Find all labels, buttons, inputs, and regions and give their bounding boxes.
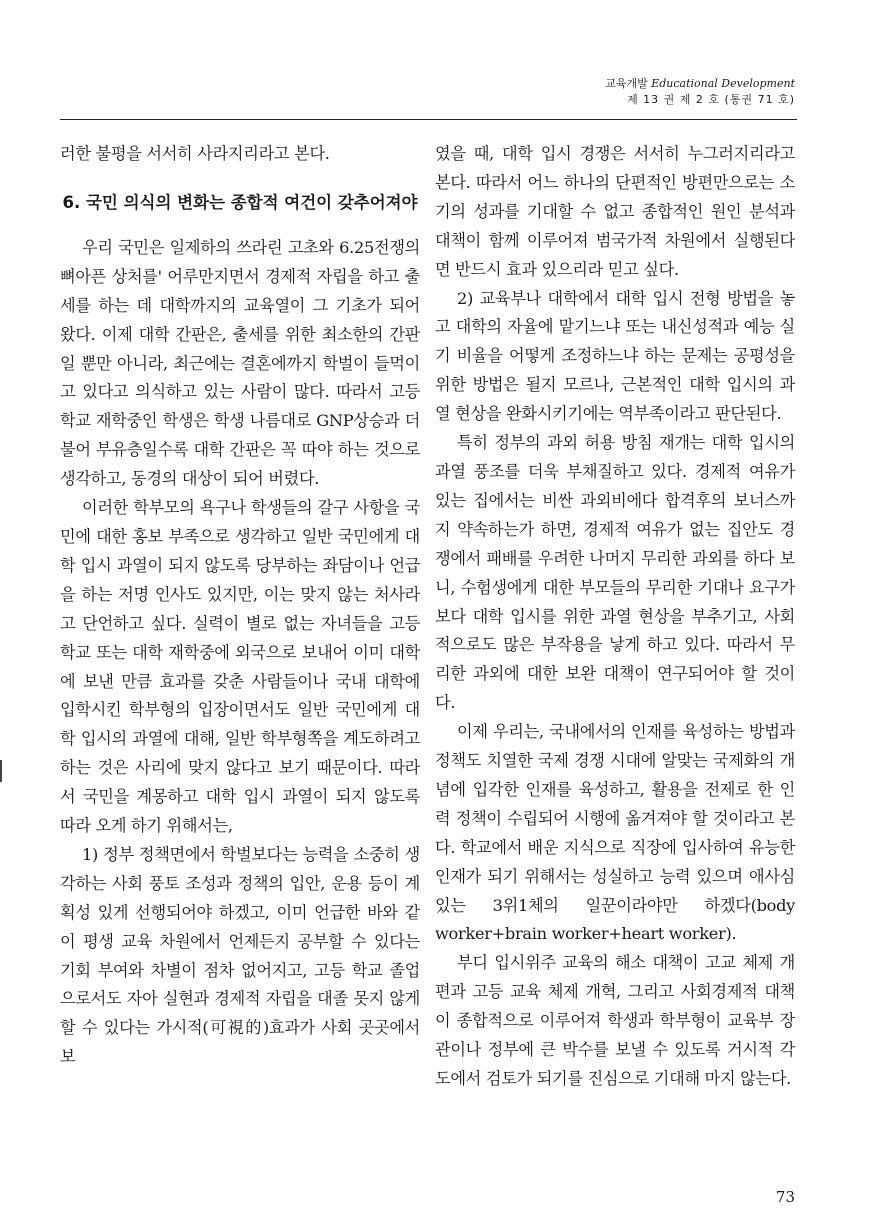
paragraph: 이러한 학부모의 욕구나 학생들의 갈구 사항을 국민에 대한 홍보 부족으로 생각하고 일반 국민에게 대학 입시 과열이 되지 않도록 당부하는 좌담이나 언급을 하는 저명 인사도 있지만, 이는 맞지 않는 처사라고 단언하고 싶다. 실력이 별로 없는 자녀들을 고등학교 또는 대학 재학중에 외국으로 보내어 이미 대학에 보낸 만큼 효과를 갖춘 사람들이나 국내 대학에 입학시킨 학부형의 입장이면서도 일반 국민에게 대학 입시의 과열에 대해, 일반 학부형쪽을 계도하려고 하는 것은 사리에 맞지 않다고 보기 때문이다. 따라서 국민을 계몽하고 대학 입시 과열이 되지 않도록 따라 오게 하기 위해서는, [60,498,420,836]
running-header [455,76,795,108]
left-column [60,140,420,1072]
right-column [435,140,795,1094]
paragraph-continued: 러한 불평을 서서히 사라지리라고 본다. [60,144,330,163]
journal-title [455,76,795,92]
paragraph: 특히 정부의 과외 허용 방침 재개는 대학 입시의 과열 풍조를 더욱 부채질하고 있다. 경제적 여유가 있는 집에서는 비싼 과외비에다 합격후의 보너스까지 약속하는가 하면, 경제적 여유가 없는 집안도 경쟁에서 패배를 우려한 나머지 무리한 과외를 하다 보니, 수험생에게 대한 부모들의 무리한 기대나 요구가 보다 대학 입시를 위한 과열 현상을 부추기고, 사회적으로도 많은 부작용을 낳게 하고 있다. 따라서 무리한 과외에 대한 보완 대책이 연구되어야 할 것이다. [435,433,795,713]
paragraph: 2) 교육부나 대학에서 대학 입시 전형 방법을 놓고 대학의 자율에 맡기느냐 또는 내신성적과 예능 실기 비율을 어떻게 조정하느냐 하는 문제는 공평성을 위한 방법은 될지 모르나, 근본적인 대학 입시의 과열 현상을 완화시키기에는 역부족이라고 판단된다. [435,288,795,424]
volume-info: 제 13 권 제 2 호 (통권 71 호) [627,93,795,106]
journal-title-english: Educational Development [651,77,795,90]
paragraph: 1) 정부 정책면에서 학벌보다는 능력을 소중히 생각하는 사회 풍토 조성과 정책의 입안, 운용 등이 계획성 있게 선행되어야 하겠고, 이미 언급한 바와 같이 평생 교육 차원에서 언제든지 공부할 수 있다는 기회 부여와 차별이 점차 없어지고, 고등 학교 졸업으로서도 자아 실현과 경제적 자립을 대졸 못지 않게 할 수 있다는 가시적(可視的)효과가 사회 곳곳에서 보 [60,844,420,1067]
paragraph: 이제 우리는, 국내에서의 인재를 육성하는 방법과 정책도 치열한 국제 경쟁 시대에 알맞는 국제화의 개념에 입각한 인재를 육성하고, 활용을 전제로 한 인력 정책이 수립되어 시행에 옮겨져야 할 것이라고 본다. 학교에서 배운 지식으로 직장에 입사하여 유능한 인재가 되기 위해서는 성실하고 능력 있으며 애사심있는 3위1체의 일꾼이라야만 하겠다(body worker+brain worker+heart worker). [435,722,795,944]
header-rule [60,119,797,120]
page-number: 73 [775,1188,795,1206]
journal-title-korean: 교육개발 [605,77,648,90]
margin-mark [0,760,2,782]
section-heading: 6. 국민 의식의 변화는 종합적 여건이 갖추어져야 [62,192,418,212]
paragraph: 우리 국민은 일제하의 쓰라린 고초와 6.25전쟁의 뼈아픈 상처를' 어루만지면서 경제적 자립을 하고 출세를 하는 데 대학까지의 교육열이 그 기초가 되어 왔다. 이제 대학 간판은, 출세를 위한 최소한의 간판일 뿐만 아니라, 최근에는 결혼에까지 학벌이 들먹이고 있다고 의식하고 있는 사람이 많다. 따라서 고등학교 재학중인 학생은 학생 나름대로 GNP상승과 더불어 부유층일수록 대학 간판은 꼭 따야 하는 것으로 생각하고, 동경의 대상이 되어 버렸다. [60,237,420,489]
paragraph-continued: 였을 때, 대학 입시 경쟁은 서서히 누그러지리라고 본다. 따라서 어느 하나의 단편적인 방편만으로는 소기의 성과를 기대할 수 없고 종합적인 원인 분석과 대책이 함께 이루어져 범국가적 차원에서 실행된다면 반드시 효과 있으리라 믿고 싶다. [435,144,795,279]
paragraph: 부디 입시위주 교육의 해소 대책이 고교 체제 개편과 고등 교육 체제 개혁, 그리고 사회경제적 대책이 종합적으로 이루어져 학생과 학부형이 교육부 장관이나 정부에 큰 박수를 보낼 수 있도록 거시적 각도에서 검토가 되기를 진심으로 기대해 마지 않는다. [435,953,795,1088]
